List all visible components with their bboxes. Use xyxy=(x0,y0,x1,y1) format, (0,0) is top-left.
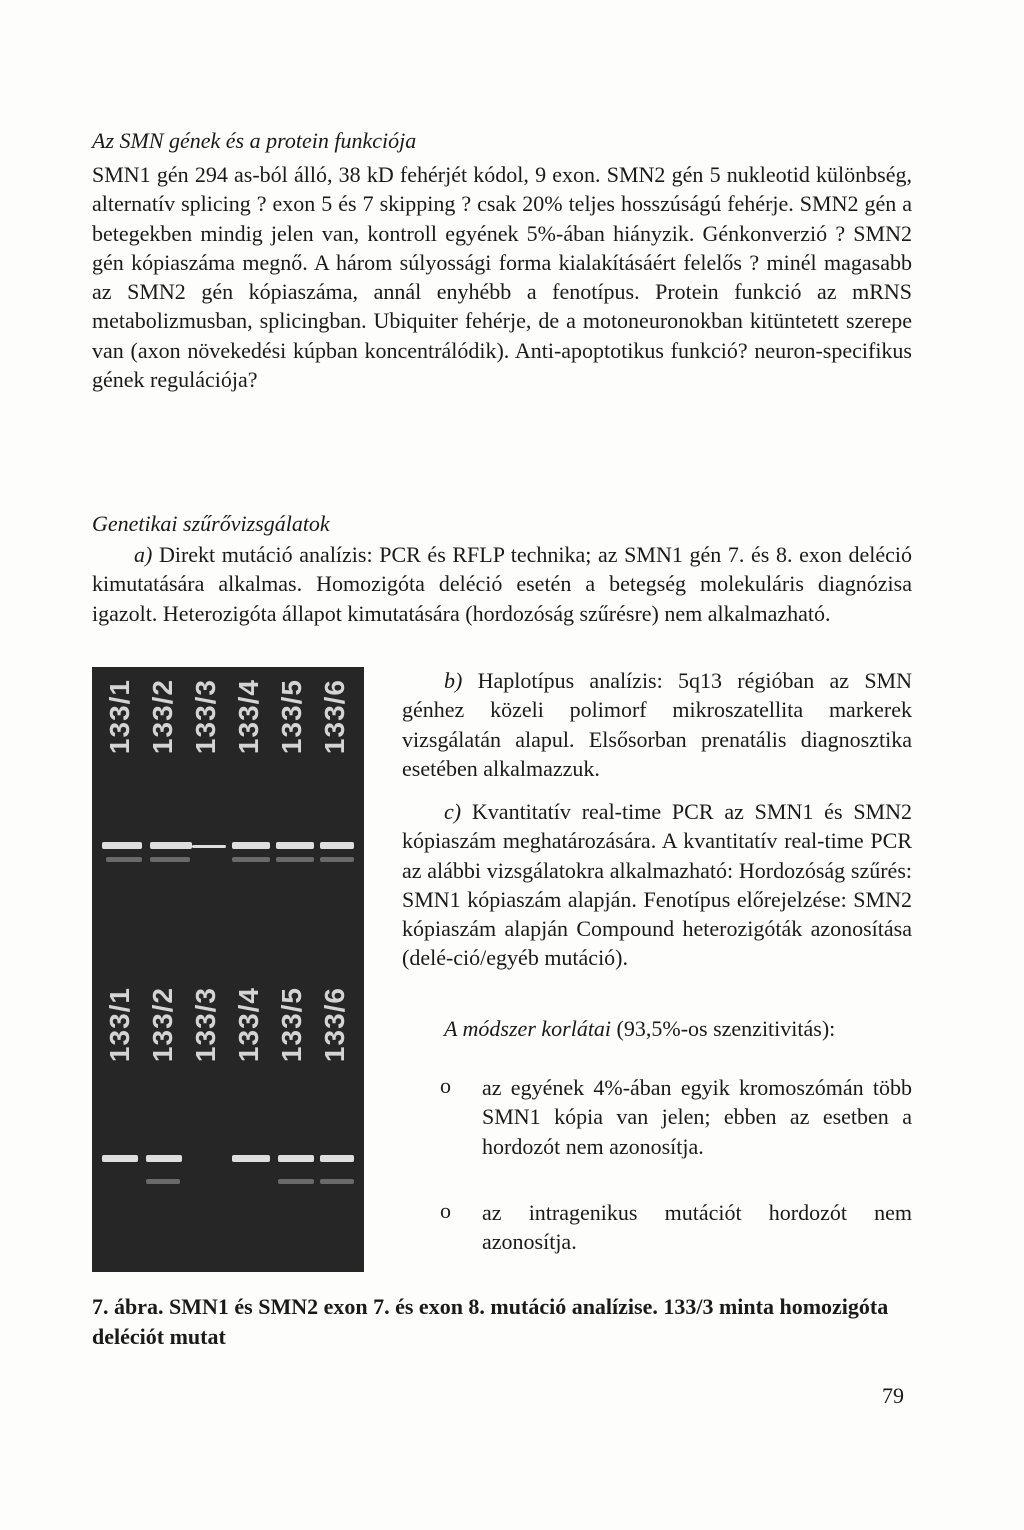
gel-lane-label: 133/6 xyxy=(319,679,350,755)
gel-lane-label: 133/2 xyxy=(147,679,178,755)
gel-band xyxy=(232,857,270,862)
item-a-paragraph xyxy=(92,540,912,628)
gel-lane-label: 133/2 xyxy=(147,987,178,1063)
gel-band xyxy=(232,1155,270,1162)
item-b-paragraph xyxy=(402,666,912,783)
gel-band xyxy=(102,1155,138,1162)
item-b-text: Haplotípus analízis: 5q13 régióban az SMN génhez közeli polimorf mikroszatellita markerek vizsgálatán alapul. Elsősorban prenatális diagnosztika esetében alkalmazzuk. xyxy=(402,668,913,781)
bullet-icon: o xyxy=(440,1073,451,1098)
section-body-smn xyxy=(92,160,912,394)
gel-band xyxy=(320,857,354,862)
gel-band xyxy=(192,845,226,848)
gel-band xyxy=(106,857,142,862)
gel-lane-label: 133/4 xyxy=(233,679,264,755)
gel-lane-label: 133/3 xyxy=(190,679,221,755)
gel-lane-label: 133/4 xyxy=(233,987,264,1063)
page-number: 79 xyxy=(882,1383,904,1408)
gel-band xyxy=(102,842,142,849)
gel-lane-label: 133/5 xyxy=(276,987,307,1063)
gel-band xyxy=(320,1179,354,1184)
limits-text: (93,5%-os szenzitivitás): xyxy=(616,1016,836,1041)
gel-lane-label: 133/1 xyxy=(104,987,135,1063)
gel-lane-label: 133/1 xyxy=(104,679,135,755)
section-title-smn: Az SMN gének és a protein funkciója xyxy=(92,128,417,153)
gel-band xyxy=(320,1155,354,1162)
item-c-text: Kvantitatív real-time PCR az SMN1 és SMN2 kópiaszám meghatározására. A kvantitatív real-time PCR az alábbi vizsgálatokra alkalmazható: Hordozóság szűrés: SMN1 kópiaszám alapján. Fenotípus előrejelzése: SMN2 kópiaszám alapján Compound heterozigóták azonosítása (delé-ció/egyéb mutáció). xyxy=(402,799,913,971)
gel-band xyxy=(278,1155,314,1162)
gel-band xyxy=(150,857,190,862)
item-a-marker: a) xyxy=(134,542,153,567)
gel-band xyxy=(320,842,354,849)
item-a-text: Direkt mutáció analízis: PCR és RFLP technika; az SMN1 gén 7. és 8. exon deléció kimutatására alkalmas. Homozigóta deléció esetén a betegség molekuláris diagnózisa igazolt. Heterozigóta állapot kimutatására (hordozóság szűrésre) nem alkalmazható. xyxy=(92,542,913,626)
limits-bullet-1: az egyének 4%-ában egyik kromoszómán több SMN1 kópia van jelen; ebben az esetben a hordozót nem azonosítja. xyxy=(482,1075,912,1159)
gel-band xyxy=(150,842,192,849)
figure-caption: 7. ábra. SMN1 és SMN2 exon 7. és exon 8. mutáció analízise. 133/3 minta homozigóta deléciót mutat xyxy=(92,1294,889,1349)
gel-band xyxy=(146,1179,180,1184)
limits-paragraph xyxy=(402,1014,912,1043)
limits-bullet-2: az intragenikus mutációt hordozót nem azonosítja. xyxy=(482,1200,912,1255)
item-c-paragraph xyxy=(402,797,912,973)
item-c-marker: c) xyxy=(444,799,462,824)
gel-band xyxy=(146,1155,182,1162)
gel-lane-label: 133/5 xyxy=(276,679,307,755)
limits-title: A módszer korlátai xyxy=(444,1016,612,1041)
section-title-genetic-screening: Genetikai szűrővizsgálatok xyxy=(92,511,330,536)
gel-lane-label: 133/6 xyxy=(319,987,350,1063)
gel-band xyxy=(276,857,314,862)
gel-lane-label: 133/3 xyxy=(190,987,221,1063)
item-b-marker: b) xyxy=(444,668,463,693)
gel-electrophoresis-image xyxy=(92,667,364,1272)
gel-band xyxy=(232,842,270,849)
gel-band xyxy=(278,1179,314,1184)
bullet-icon: o xyxy=(440,1198,451,1223)
section-body-text: SMN1 gén 294 as-ból álló, 38 kD fehérjét kódol, 9 exon. SMN2 gén 5 nukleotid különbség, alternatív splicing ? exon 5 és 7 skipping ? csak 20% teljes hosszúságú fehérje. SMN2 gén a betegekben mindig jelen van, kontroll egyének 5%-ában hiányzik. Génkonverzió ? SMN2 gén kópiaszáma megnő. A három súlyossági forma kialakításáért felelős ? minél magasabb az SMN2 gén kópiaszáma, annál enyhébb a fenotípus. Protein funkció az mRNS metabolizmusban, splicingban. Ubiquiter fehérje, de a motoneuronokban kitüntetett szerepe van (axon növekedési kúpban koncentrálódik). Anti-apoptotikus funkció? neuron-specifikus gének regulációja? xyxy=(92,162,912,393)
gel-band xyxy=(276,842,314,849)
